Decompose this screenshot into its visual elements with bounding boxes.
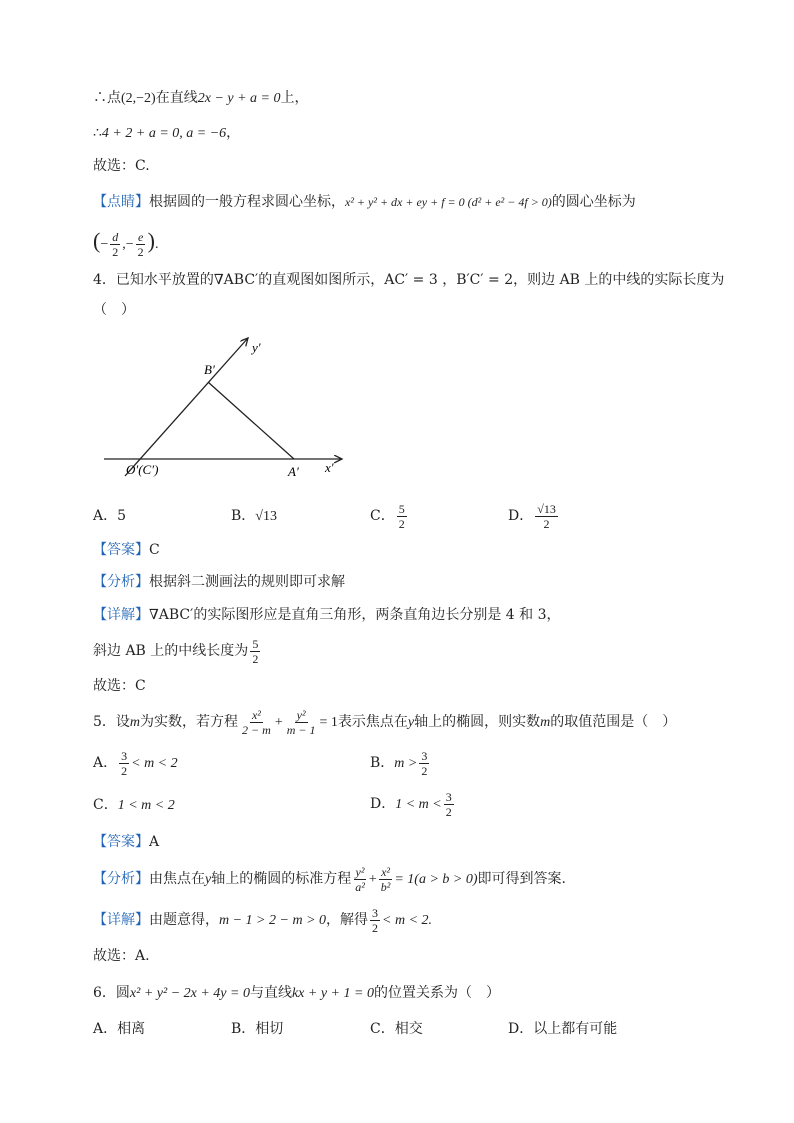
text: 根据圆的一般方程求圆心坐标， <box>149 194 345 210</box>
q4-option-a[interactable]: A．5 <box>93 508 127 524</box>
q4-answer: 【答案】C <box>93 542 160 558</box>
question-5-text: 5．设m为实数，若方程 $\frac{\text{x²}}{2 - m}$ + $\frac{\text{y²}}{m - 1}$ = 1表示焦点在y轴上的椭圆，则实数m的取值范围是（ ） <box>93 707 677 737</box>
q4-option-c[interactable]: C． $\frac{5}{2}$ <box>370 501 405 531</box>
q4-detail-2: 斜边 AB 上的中线长度为 $\frac{5}{2}$ <box>93 636 259 666</box>
note-tag: 【点睛】 <box>93 194 149 210</box>
q5-option-b[interactable]: B．m > $\frac{3}{2}$ <box>370 748 428 778</box>
label-x: x′ <box>325 460 334 475</box>
math-point: (2,−2) <box>121 91 156 106</box>
q4-option-d[interactable]: D． $\frac{√13}{2}$ <box>508 501 556 531</box>
segment-BA <box>208 382 294 459</box>
q4-detail: 【详解】∇ABC′的实际图形应是直角三角形，两条直角边长分别是 4 和 3， <box>93 607 561 623</box>
q6-option-d[interactable]: D．以上都有可能 <box>508 1021 618 1037</box>
q5-analysis: 【分析】由焦点在y轴上的椭圆的标准方程 $\frac{\text{y²}}{\text{a²}}$ + $\frac{\text{x²}}{\text{b²}}$ = 1(a > b > 0)即可得到答案. <box>93 864 566 894</box>
text: 上， <box>280 90 309 106</box>
math-equation: x² + y² + dx + ey + f = 0 (d² + e² − 4f > 0) <box>345 195 552 209</box>
q5-option-d[interactable]: D．1 < m < $\frac{3}{2}$ <box>370 789 452 819</box>
solution-line-2 <box>93 123 240 144</box>
text: 的圆心坐标为 <box>551 194 636 210</box>
question-4-paren: （ ） <box>93 302 135 318</box>
math-equation: 4 + 2 + a = 0, a = −6 <box>101 126 227 141</box>
math-equation: 2x − y + a = 0 <box>197 91 281 106</box>
q5-answer: 【答案】A <box>93 834 160 850</box>
fraction: $\frac{d}{2}$ <box>112 229 119 259</box>
q4-option-b[interactable]: B．√13 <box>231 508 277 524</box>
fraction: $\frac{e}{2}$ <box>137 229 144 259</box>
label-O: O′(C′) <box>126 462 159 477</box>
selection-line: 故选：C. <box>93 158 150 174</box>
label-y: y′ <box>252 340 261 355</box>
q5-option-c[interactable]: C．1 < m < 2 <box>93 797 175 813</box>
question-4-text: 4．已知水平放置的∇ABC′的直观图如图所示，AC′ = 3 ，B′C′ = 2，则边 AB 上的中线的实际长度为 <box>93 272 725 288</box>
center-coordinate: (− $\frac{d}{2}$ ,− $\frac{e}{2}$ ). <box>93 228 159 259</box>
q5-option-a[interactable]: A． $\frac{3}{2}$ < m < 2 <box>93 748 178 778</box>
note-line <box>93 192 636 212</box>
label-B: B′ <box>204 362 215 377</box>
oblique-diagram <box>100 330 350 480</box>
y-axis <box>125 338 248 476</box>
text: ∴点 <box>93 90 121 106</box>
q4-analysis: 【分析】根据斜二测画法的规则即可求解 <box>93 574 345 590</box>
q6-option-a[interactable]: A．相离 <box>93 1021 146 1037</box>
q5-detail: 【详解】由题意得，m − 1 > 2 − m > 0，解得 $\frac{3}{2}$ < m < 2. <box>93 905 433 935</box>
q6-option-c[interactable]: C．相交 <box>370 1021 423 1037</box>
therefore-symbol: ∴ <box>93 125 102 141</box>
solution-line-1 <box>93 88 309 109</box>
question-6-text: 6．圆x² + y² − 2x + 4y = 0与直线kx + y + 1 = 0的位置关系为（ ） <box>93 985 500 1001</box>
label-A: A′ <box>288 464 299 479</box>
text: ， <box>226 125 241 141</box>
text: 在直线 <box>155 90 198 106</box>
q6-option-b[interactable]: B．相切 <box>231 1021 284 1037</box>
q4-selection: 故选：C <box>93 678 146 694</box>
q5-selection: 故选：A. <box>93 948 150 964</box>
